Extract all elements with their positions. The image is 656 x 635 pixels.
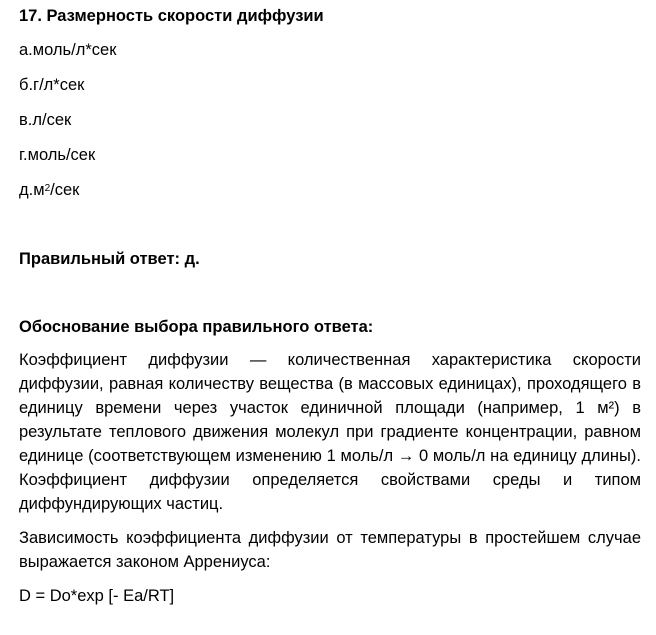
option-d-text: моль/сек [27, 145, 96, 164]
arrhenius-formula: D = Do*exp [- Ea/RT] [19, 587, 175, 605]
option-b-prefix: б. [19, 75, 34, 94]
option-b [19, 67, 641, 102]
option-b-text: г/л*сек [33, 75, 85, 94]
option-e: д. м $^2$ /сек [19, 172, 641, 207]
justification-paragraph-2: Зависимость коэффициента диффузии от температуры в простейшем случае выражается законом Аррениуса: [19, 529, 641, 571]
option-a-text: моль/л*сек [32, 40, 117, 59]
option-a-prefix: а. [19, 40, 33, 59]
question-title: 17. Размерность скорости диффузии [19, 7, 324, 25]
option-c-text: л/сек [32, 110, 72, 129]
correct-answer: Правильный ответ: д. [19, 250, 200, 268]
option-a [19, 32, 641, 67]
option-e-text-after: /сек [50, 180, 80, 199]
justification-title: Обоснование выбора правильного ответа: [19, 318, 374, 336]
option-d [19, 137, 641, 172]
option-c [19, 102, 641, 137]
option-d-prefix: г. [19, 145, 28, 164]
option-e-prefix: д. [19, 180, 34, 199]
option-e-text-before: м [33, 180, 45, 199]
option-c-prefix: в. [19, 110, 33, 129]
justification-paragraph-1: Коэффициент диффузии — количественная характеристика скорости диффузии, равная количеству вещества (в массовых единицах), проходящего в единицу времени через участок единичной площади (например, 1 м²) в результате теплового движения молекул при градиенте концентрации, равном единице (соответствующем изменению 1 моль/л → 0 моль/л на единицу длины). Коэффициент диффузии определяется свойствами среды и типом диффундирующих частиц. [19, 351, 641, 513]
document-page [19, 4, 641, 608]
